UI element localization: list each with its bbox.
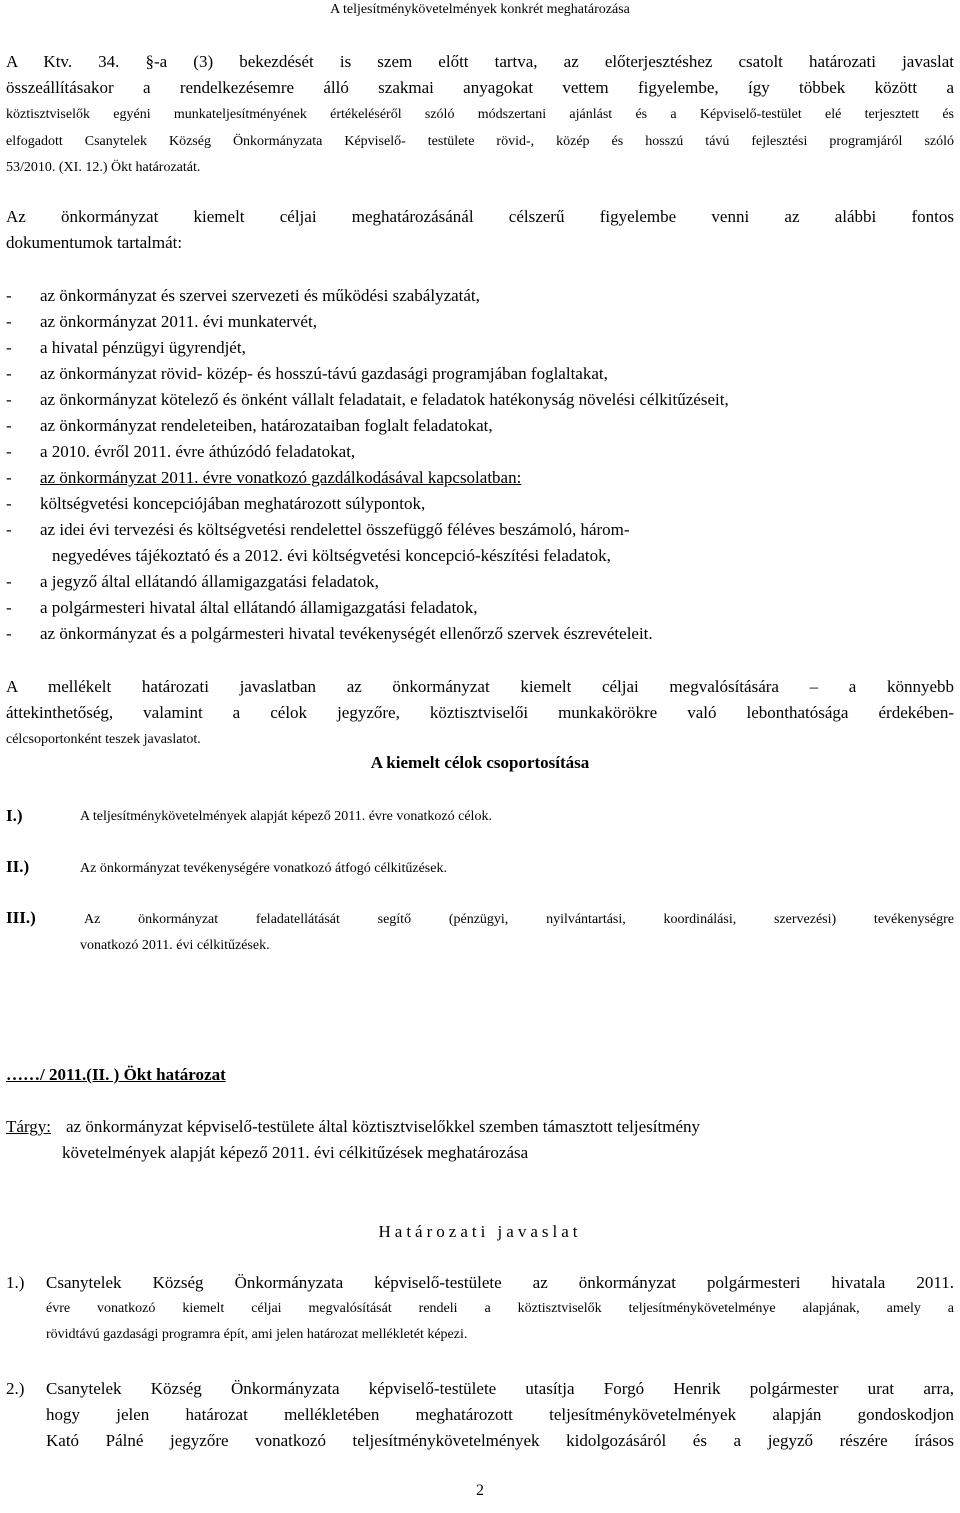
- list-dash: -: [6, 416, 12, 435]
- intro-line: összeállításakor a rendelkezésemre álló szakmai anyagokat vettem figyelembe, így többek között a: [6, 78, 954, 97]
- point-line: évre vonatkozó kiemelt céljai megvalósítását rendeli a köztisztviselők teljesítménykövetelménye alapjának, amely a: [46, 1301, 954, 1316]
- subject-line: az önkormányzat képviselő-testülete által köztisztviselőkkel szemben támasztott teljesítmény: [66, 1117, 700, 1136]
- list-dash: -: [6, 338, 12, 357]
- list-item: a jegyző által ellátandó államigazgatási feladatok,: [40, 572, 379, 591]
- documents-intro-line: dokumentumok tartalmát:: [6, 233, 183, 252]
- intro-line: A Ktv. 34. §-a (3) bekezdését is szem előtt tartva, az előterjesztéshez csatolt határozati javaslat: [6, 52, 954, 71]
- list-item: költségvetési koncepciójában meghatározott súlypontok,: [40, 494, 426, 513]
- intro-line: elfogadott Csanytelek Község Önkormányzata Képviselő- testülete rövid-, közép és hosszú távú fejlesztési programjáról szóló: [6, 134, 954, 149]
- list-dash: -: [6, 624, 12, 643]
- documents-intro-line: Az önkormányzat kiemelt céljai meghatározásánál célszerű figyelembe venni az alábbi fontos: [6, 207, 954, 226]
- group-text: Az önkormányzat tevékenységére vonatkozó átfogó célkitűzések.: [80, 861, 447, 876]
- point-number: 2.): [6, 1379, 25, 1398]
- list-item: az önkormányzat és a polgármesteri hivatal tevékenységét ellenőrző szervek észrevételeit.: [40, 624, 653, 643]
- list-dash: -: [6, 442, 12, 461]
- subject-label: Tárgy:: [6, 1117, 52, 1136]
- point-line: hogy jelen határozat mellékletében meghatározott teljesítménykövetelmények alapján gondoskodjon: [46, 1405, 954, 1424]
- intro-line: 53/2010. (XI. 12.) Ökt határozatát.: [6, 160, 201, 175]
- list-dash: -: [6, 598, 12, 617]
- point-line: Kató Pálné jegyzőre vonatkozó teljesítménykövetelmények kidolgozásáról és a jegyző részére írásos: [46, 1431, 954, 1450]
- list-item: az önkormányzat 2011. évi munkatervét,: [40, 312, 317, 331]
- list-dash: -: [6, 572, 12, 591]
- group-text-continuation: vonatkozó 2011. évi célkitűzések.: [80, 938, 270, 953]
- resolution-number: ……/ 2011.(II. ) Ökt határozat: [6, 1065, 226, 1084]
- list-item: az idei évi tervezési és költségvetési rendelettel összefüggő féléves beszámoló, három-: [40, 520, 630, 539]
- group-number: I.): [6, 806, 23, 825]
- groups-title: A kiemelt célok csoportosítása: [370, 753, 590, 772]
- page-number: 2: [476, 1482, 484, 1499]
- point-line: rövidtávú gazdasági programra épít, ami jelen határozat mellékletét képezi.: [46, 1327, 468, 1342]
- subject-line: követelmények alapját képező 2011. évi célkitűzések meghatározása: [62, 1143, 529, 1162]
- list-item: a polgármesteri hivatal által ellátandó államigazgatási feladatok,: [40, 598, 478, 617]
- list-item: az önkormányzat rendeleteiben, határozataiban foglalt feladatokat,: [40, 416, 493, 435]
- attachment-line: áttekinthetőség, valamint a célok jegyzőre, köztisztviselői munkakörökre való lebonthatósága érdekében-: [6, 703, 954, 722]
- group-number: II.): [6, 857, 30, 876]
- list-dash: -: [6, 286, 12, 305]
- list-item-continuation: negyedéves tájékoztató és a 2012. évi költségvetési koncepció-készítési feladatok,: [52, 546, 611, 565]
- attachment-line: célcsoportonként teszek javaslatot.: [6, 732, 201, 747]
- list-item-underlined: az önkormányzat 2011. évre vonatkozó gazdálkodásával kapcsolatban:: [40, 468, 522, 487]
- list-dash: -: [6, 520, 12, 539]
- list-dash: -: [6, 312, 12, 331]
- list-item: az önkormányzat rövid- közép- és hosszú-távú gazdasági programjában foglaltakat,: [40, 364, 608, 383]
- running-header: A teljesítménykövetelmények konkrét meghatározása: [330, 2, 630, 17]
- list-item: a hivatal pénzügyi ügyrendjét,: [40, 338, 246, 357]
- list-dash: -: [6, 364, 12, 383]
- intro-line: köztisztviselők egyéni munkateljesítményének értékeléséről szóló módszertani ajánlást és a Képviselő-testület elé terjesztett és: [6, 107, 954, 122]
- point-number: 1.): [6, 1273, 25, 1292]
- point-line: Csanytelek Község Önkormányzata képviselő-testülete az önkormányzat polgármesteri hivatala 2011.: [46, 1273, 954, 1292]
- point-line: Csanytelek Község Önkormányzata képviselő-testülete utasítja Forgó Henrik polgármester urat arra,: [46, 1379, 954, 1398]
- list-item: a 2010. évről 2011. évre áthúzódó feladatokat,: [40, 442, 356, 461]
- list-dash: -: [6, 494, 12, 513]
- list-dash: -: [6, 390, 12, 409]
- group-number: III.): [6, 908, 36, 927]
- proposal-title: Határozati javaslat: [378, 1222, 582, 1241]
- list-item: az önkormányzat és szervei szervezeti és működési szabályzatát,: [40, 286, 480, 305]
- group-text: Az önkormányzat feladatellátását segítő (pénzügyi, nyilvántartási, koordinálási, szervezési) tevékenységre: [84, 912, 954, 927]
- attachment-line: A mellékelt határozati javaslatban az önkormányzat kiemelt céljai megvalósítására – a könnyebb: [6, 677, 954, 696]
- list-dash: -: [6, 468, 12, 487]
- group-text: A teljesítménykövetelmények alapját képező 2011. évre vonatkozó célok.: [80, 809, 492, 824]
- list-item: az önkormányzat kötelező és önként vállalt feladatait, e feladatok hatékonyság növelési célkitűzéseit,: [40, 390, 729, 409]
